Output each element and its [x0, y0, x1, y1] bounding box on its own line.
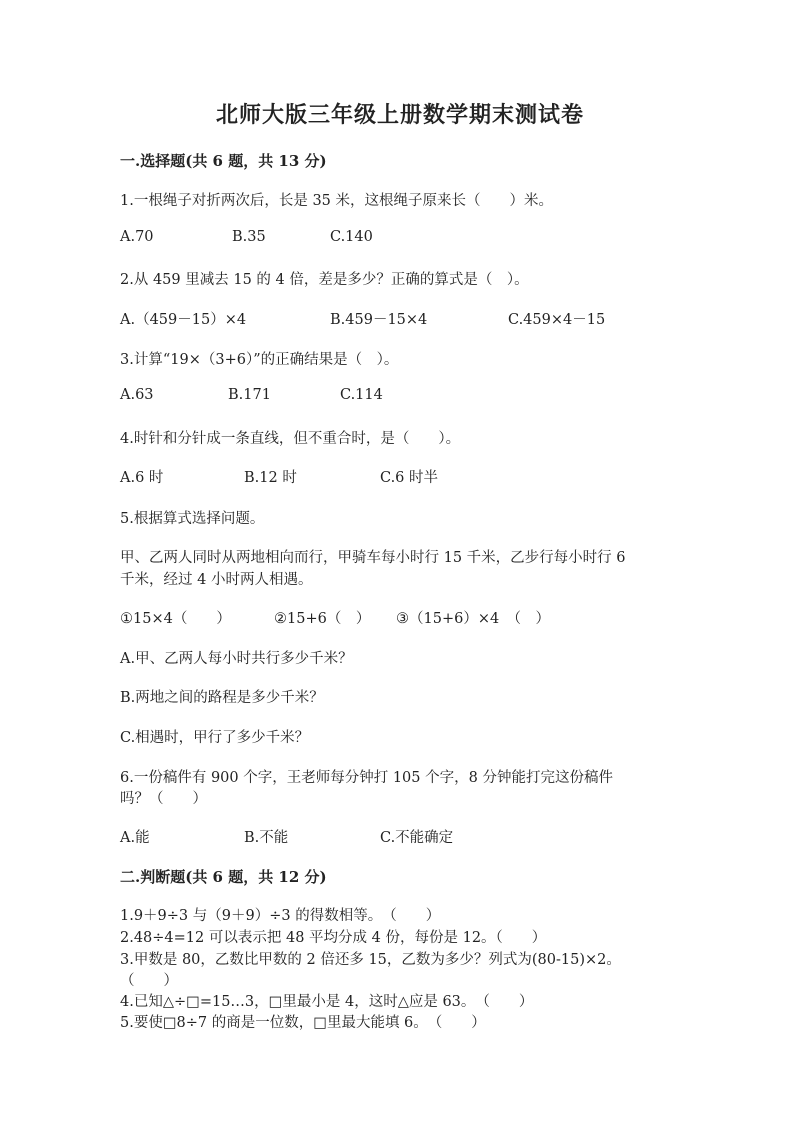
- section-1-heading: 一.选择题(共 6 题，共 13 分): [120, 152, 327, 170]
- question-1-option-b: B.35: [232, 229, 266, 245]
- question-5-formula-1: ①15×4（ ）: [120, 611, 231, 627]
- question-2-option-c: C.459×4－15: [508, 312, 606, 328]
- section-2-heading: 二.判断题(共 6 题，共 12 分): [120, 868, 327, 886]
- judge-5: 5.要使□8÷7 的商是一位数，□里最大能填 6。 （ ）: [120, 1015, 486, 1031]
- question-4-option-c: C.6 时半: [380, 470, 439, 486]
- question-3-text: 3.计算“19×（3+6）”的正确结果是（ ）。: [120, 352, 399, 368]
- question-5-passage-line-2: 千米，经过 4 小时两人相遇。: [120, 572, 313, 588]
- question-4-option-b: B.12 时: [244, 470, 297, 486]
- question-5-formula-3: ③（15+6）×4 （ ）: [396, 611, 550, 627]
- question-5-passage-line-1: 甲、乙两人同时从两地相向而行，甲骑车每小时行 15 千米，乙步行每小时行 6: [120, 550, 626, 566]
- exam-title: 北师大版三年级上册数学期末测试卷: [215, 102, 584, 128]
- question-3-option-a: A.63: [120, 387, 154, 403]
- judge-2: 2.48÷4=12 可以表示把 48 平均分成 4 份，每份是 12。（ ）: [120, 930, 547, 946]
- question-2-option-a: A.（459－15）×4: [120, 312, 247, 328]
- judge-1: 1.9＋9÷3 与（9＋9）÷3 的得数相等。 （ ）: [120, 908, 441, 924]
- question-1-option-c: C.140: [330, 229, 373, 245]
- question-5-choice-a: A.甲、乙两人每小时共行多少千米？: [120, 651, 353, 667]
- judge-3-continued: （ ）: [120, 973, 178, 989]
- question-2-text: 2.从 459 里减去 15 的 4 倍，差是多少？正确的算式是（ ）。: [120, 272, 529, 288]
- question-5-choice-b: B.两地之间的路程是多少千米？: [120, 690, 324, 706]
- question-1-option-a: A.70: [120, 229, 154, 245]
- question-4-text: 4.时针和分针成一条直线，但不重合时，是（ ）。: [120, 431, 461, 447]
- question-5-choice-c: C.相遇时，甲行了多少千米？: [120, 730, 310, 746]
- question-3-option-c: C.114: [340, 387, 383, 403]
- judge-3: 3.甲数是 80，乙数比甲数的 2 倍还多 15，乙数为多少？列式为(80-15)×2。: [120, 952, 621, 968]
- question-2-option-b: B.459－15×4: [330, 312, 428, 328]
- question-5-text: 5.根据算式选择问题。: [120, 511, 265, 527]
- question-6-option-c: C.不能确定: [380, 830, 454, 846]
- question-6-option-a: A.能: [120, 830, 150, 846]
- question-1-text: 1.一根绳子对折两次后，长是 35 米，这根绳子原来长（ ）米。: [120, 193, 554, 209]
- question-4-option-a: A.6 时: [120, 470, 164, 486]
- question-6-text-line-2: 吗？（ ）: [120, 791, 207, 807]
- question-5-formula-2: ②15+6（ ）: [274, 611, 371, 627]
- question-6-option-b: B.不能: [244, 830, 289, 846]
- question-6-text-line-1: 6.一份稿件有 900 个字，王老师每分钟打 105 个字，8 分钟能打完这份稿件: [120, 770, 613, 786]
- question-3-option-b: B.171: [228, 387, 271, 403]
- judge-4: 4.已知△÷□=15…3，□里最小是 4，这时△应是 63。 （ ）: [120, 994, 534, 1010]
